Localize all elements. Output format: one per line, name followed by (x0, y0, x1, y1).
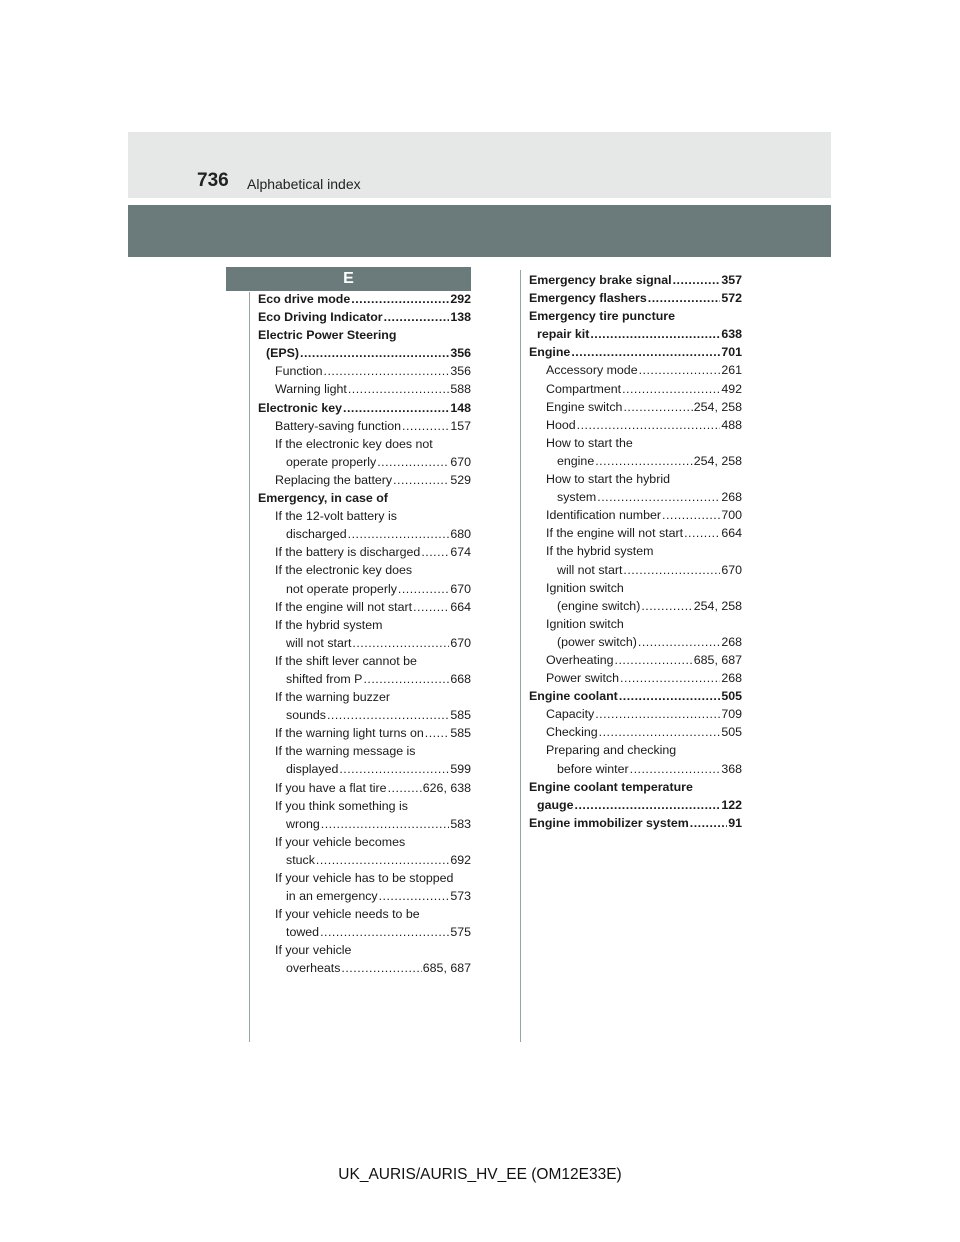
entry-term: Emergency tire puncture (529, 309, 675, 324)
entry-term: Ignition switch (546, 580, 624, 595)
entry-page: 488 (721, 417, 742, 432)
index-entry (258, 399, 471, 417)
index-entry (529, 416, 742, 434)
index-entry (258, 652, 471, 670)
dot-leader (595, 705, 720, 723)
index-entry (258, 380, 471, 398)
index-entry (529, 760, 742, 778)
entry-term: If the electronic key does (275, 563, 413, 578)
entry-page: 692 (450, 852, 471, 867)
entry-term: Emergency, in case of (258, 491, 388, 506)
entry-page: 701 (721, 345, 742, 360)
index-entry (258, 851, 471, 869)
entry-term: Identification number (546, 508, 662, 523)
entry-term: towed (286, 925, 320, 940)
entry-page: 670 (450, 581, 471, 596)
entry-term: Replacing the battery (275, 472, 393, 487)
entry-term: Engine switch (546, 399, 623, 414)
dot-leader (673, 271, 721, 289)
entry-page: 585 (450, 708, 471, 723)
entry-term: If the 12-volt battery is (275, 509, 397, 524)
entry-term: wrong (286, 816, 320, 831)
entry-term: will not start (557, 562, 623, 577)
entry-term: (EPS) (266, 346, 300, 361)
index-entry (529, 488, 742, 506)
dot-leader (343, 399, 449, 417)
entry-term: Ignition switch (546, 616, 624, 631)
index-entry (258, 634, 471, 652)
index-entry (258, 489, 471, 507)
entry-page: 268 (721, 671, 742, 686)
column-rule-middle (520, 270, 521, 1042)
entry-term: If your vehicle has to be stopped (275, 871, 454, 885)
entry-term: If your vehicle needs to be (275, 907, 420, 922)
entry-term: sounds (286, 708, 326, 723)
dot-leader (379, 887, 450, 905)
entry-page: 529 (450, 472, 471, 487)
index-entry (529, 542, 742, 560)
index-entry (258, 706, 471, 724)
entry-term: If your vehicle becomes (275, 834, 406, 849)
index-entry (529, 705, 742, 723)
dot-leader (590, 325, 720, 343)
dot-leader (630, 760, 721, 778)
entry-page: 670 (450, 635, 471, 650)
dot-leader (348, 525, 450, 543)
index-entry (529, 633, 742, 651)
index-entry (258, 869, 471, 887)
index-entry (529, 579, 742, 597)
entry-term: If the engine will not start (546, 526, 684, 541)
entry-term: Emergency flashers (529, 291, 647, 306)
index-entry (258, 453, 471, 471)
index-entry (258, 507, 471, 525)
entry-page: 368 (721, 761, 742, 776)
index-entry (258, 435, 471, 453)
entry-page: 505 (721, 725, 742, 740)
entry-term: If your vehicle (275, 943, 352, 958)
dot-leader (595, 452, 693, 470)
entry-term: (engine switch) (557, 598, 641, 613)
entry-term: How to start the hybrid (546, 472, 670, 487)
dot-leader (316, 851, 449, 869)
entry-page: 588 (450, 382, 471, 397)
index-entry (258, 941, 471, 959)
entry-term: overheats (286, 961, 341, 976)
index-entry (258, 742, 471, 760)
index-entry (529, 271, 742, 289)
dot-leader (425, 724, 450, 742)
dot-leader (321, 815, 450, 833)
entry-term: in an emergency (286, 889, 378, 904)
entry-page: 685, 687 (693, 652, 742, 667)
index-letter-tab: E (226, 267, 471, 291)
dot-leader (341, 959, 421, 977)
entry-term: Hood (546, 417, 576, 432)
index-entry (529, 814, 742, 832)
index-entry (258, 561, 471, 579)
index-entry (258, 905, 471, 923)
entry-page: 638 (721, 327, 742, 342)
entry-term: before winter (557, 761, 629, 776)
dot-leader (351, 290, 449, 308)
dot-leader (577, 416, 721, 434)
entry-term: Engine immobilizer system (529, 815, 689, 830)
index-entry (258, 797, 471, 815)
index-entry (258, 326, 471, 344)
entry-page: 674 (450, 545, 471, 560)
dot-leader (348, 380, 449, 398)
entry-page: 254, 258 (693, 453, 742, 468)
entry-page: 585 (450, 726, 471, 741)
index-entry (258, 887, 471, 905)
entry-term: If the battery is discharged (275, 545, 421, 560)
dot-leader (393, 471, 449, 489)
entry-term: Engine coolant temperature (529, 779, 693, 794)
index-entry (258, 543, 471, 561)
section-title: Alphabetical index (247, 176, 361, 192)
index-column-right (529, 271, 742, 832)
entry-page: 626, 638 (422, 780, 471, 795)
entry-page: 268 (721, 490, 742, 505)
entry-term: will not start (286, 635, 352, 650)
index-entry (258, 417, 471, 435)
entry-page: 254, 258 (693, 598, 742, 613)
entry-term: Engine coolant (529, 689, 618, 704)
index-entry (258, 290, 471, 308)
dot-leader (571, 343, 720, 361)
index-entry (529, 398, 742, 416)
entry-term: If the hybrid system (275, 617, 383, 632)
index-entry (258, 833, 471, 851)
entry-page: 599 (450, 762, 471, 777)
index-entry (529, 524, 742, 542)
dot-leader (662, 506, 720, 524)
entry-term: displayed (286, 762, 339, 777)
entry-page: 138 (450, 310, 471, 325)
entry-term: Power switch (546, 671, 619, 686)
entry-page: 575 (450, 925, 471, 940)
entry-term: Overheating (546, 652, 614, 667)
entry-term: If the warning message is (275, 744, 416, 759)
entry-page: 356 (450, 346, 471, 361)
index-entry (529, 307, 742, 325)
index-entry (258, 688, 471, 706)
entry-term: Warning light (275, 382, 347, 397)
dot-leader (377, 453, 449, 471)
entry-page: 700 (721, 508, 742, 523)
dot-leader (388, 779, 422, 797)
index-entry (258, 362, 471, 380)
entry-term: system (557, 490, 597, 505)
page-number: 736 (197, 170, 229, 191)
index-entry (529, 506, 742, 524)
entry-term: Preparing and checking (546, 743, 677, 758)
dot-leader (622, 380, 720, 398)
entry-term: Eco Driving Indicator (258, 310, 383, 325)
index-entry (529, 597, 742, 615)
header-bar (128, 132, 831, 198)
entry-page: 583 (450, 816, 471, 831)
index-entry (258, 760, 471, 778)
index-entry (529, 723, 742, 741)
dot-leader (352, 634, 449, 652)
dot-leader (597, 488, 720, 506)
entry-term: gauge (537, 797, 574, 812)
entry-term: stuck (286, 852, 315, 867)
index-entry (258, 616, 471, 634)
entry-page: 492 (721, 381, 742, 396)
entry-term: Accessory mode (546, 363, 638, 378)
index-entry (258, 959, 471, 977)
entry-term: Electric Power Steering (258, 328, 397, 343)
entry-page: 254, 258 (693, 399, 742, 414)
dot-leader (339, 760, 449, 778)
index-column-left (258, 290, 471, 978)
entry-page: 664 (721, 526, 742, 541)
entry-term: Emergency brake signal (529, 273, 672, 287)
entry-page: 357 (721, 273, 742, 287)
index-entry (258, 525, 471, 543)
index-entry (529, 669, 742, 687)
entry-term: How to start the (546, 435, 633, 450)
entry-term: operate properly (286, 454, 377, 469)
dot-leader (413, 598, 449, 616)
entry-term: If you have a flat tire (275, 780, 387, 795)
index-entry (529, 778, 742, 796)
index-entry (529, 343, 742, 361)
dot-leader (398, 580, 449, 598)
document-code-footer: UK_AURIS/AURIS_HV_EE (OM12E33E) (338, 1166, 622, 1183)
index-entry (529, 796, 742, 814)
dot-leader (384, 308, 450, 326)
dot-leader (363, 670, 449, 688)
index-entry (529, 561, 742, 579)
dot-leader (638, 633, 720, 651)
dot-leader (300, 344, 449, 362)
index-entry (529, 361, 742, 379)
entry-page: 122 (721, 797, 742, 812)
index-entry (258, 580, 471, 598)
dot-leader (402, 417, 449, 435)
entry-page: 680 (450, 527, 471, 542)
index-entry (258, 724, 471, 742)
index-entry (258, 344, 471, 362)
entry-page: 668 (450, 671, 471, 686)
entry-page: 91 (728, 815, 742, 830)
dot-leader (639, 361, 721, 379)
entry-term: Function (275, 364, 323, 379)
dot-leader (690, 814, 727, 832)
index-entry (258, 598, 471, 616)
dot-leader (575, 796, 721, 814)
dot-leader (620, 669, 720, 687)
entry-term: not operate properly (286, 581, 397, 596)
entry-term: Capacity (546, 707, 595, 722)
header-band (128, 205, 831, 257)
index-entry (529, 380, 742, 398)
entry-term: If the warning buzzer (275, 690, 391, 705)
entry-term: If the engine will not start (275, 599, 413, 614)
entry-term: If you think something is (275, 798, 408, 813)
index-entry (258, 308, 471, 326)
index-entry (258, 471, 471, 489)
entry-page: 268 (721, 634, 742, 649)
entry-term: If the shift lever cannot be (275, 653, 417, 668)
index-entry (258, 815, 471, 833)
index-entry (529, 325, 742, 343)
entry-term: repair kit (537, 327, 590, 342)
entry-page: 685, 687 (422, 961, 471, 976)
index-entry (529, 615, 742, 633)
entry-term: Engine (529, 345, 571, 360)
dot-leader (615, 651, 693, 669)
entry-term: shifted from P (286, 671, 363, 686)
index-entry (529, 741, 742, 759)
entry-page: 356 (450, 364, 471, 379)
dot-leader (623, 561, 720, 579)
entry-page: 664 (450, 599, 471, 614)
dot-leader (648, 289, 721, 307)
index-entry (258, 779, 471, 797)
dot-leader (324, 362, 450, 380)
dot-leader (421, 543, 449, 561)
dot-leader (619, 687, 721, 705)
index-entry (529, 687, 742, 705)
entry-term: Compartment (546, 381, 622, 396)
index-entry (529, 470, 742, 488)
dot-leader (320, 923, 449, 941)
index-entry (529, 289, 742, 307)
column-rule-left (249, 292, 250, 1042)
entry-term: Eco drive mode (258, 292, 351, 306)
entry-page: 148 (450, 400, 471, 415)
entry-term: Checking (546, 725, 598, 740)
dot-leader (641, 597, 692, 615)
entry-page: 709 (721, 707, 742, 722)
entry-term: Electronic key (258, 400, 343, 415)
entry-page: 261 (721, 363, 742, 378)
entry-term: discharged (286, 527, 347, 542)
entry-page: 670 (721, 562, 742, 577)
index-entry (529, 651, 742, 669)
index-entry (529, 434, 742, 452)
entry-page: 505 (721, 689, 742, 704)
index-entry (529, 452, 742, 470)
entry-page: 573 (450, 889, 471, 904)
entry-term: If the warning light turns on (275, 726, 424, 741)
dot-leader (623, 398, 692, 416)
entry-term: Battery-saving function (275, 418, 402, 433)
entry-page: 670 (450, 454, 471, 469)
entry-term: engine (557, 453, 595, 468)
index-entry (258, 670, 471, 688)
entry-page: 157 (450, 418, 471, 433)
entry-term: If the electronic key does not (275, 436, 433, 451)
entry-page: 292 (450, 292, 471, 306)
entry-term: If the hybrid system (546, 544, 654, 559)
dot-leader (684, 524, 720, 542)
dot-leader (599, 723, 721, 741)
index-entry (258, 923, 471, 941)
dot-leader (327, 706, 449, 724)
entry-term: (power switch) (557, 634, 637, 649)
entry-page: 572 (721, 291, 742, 306)
